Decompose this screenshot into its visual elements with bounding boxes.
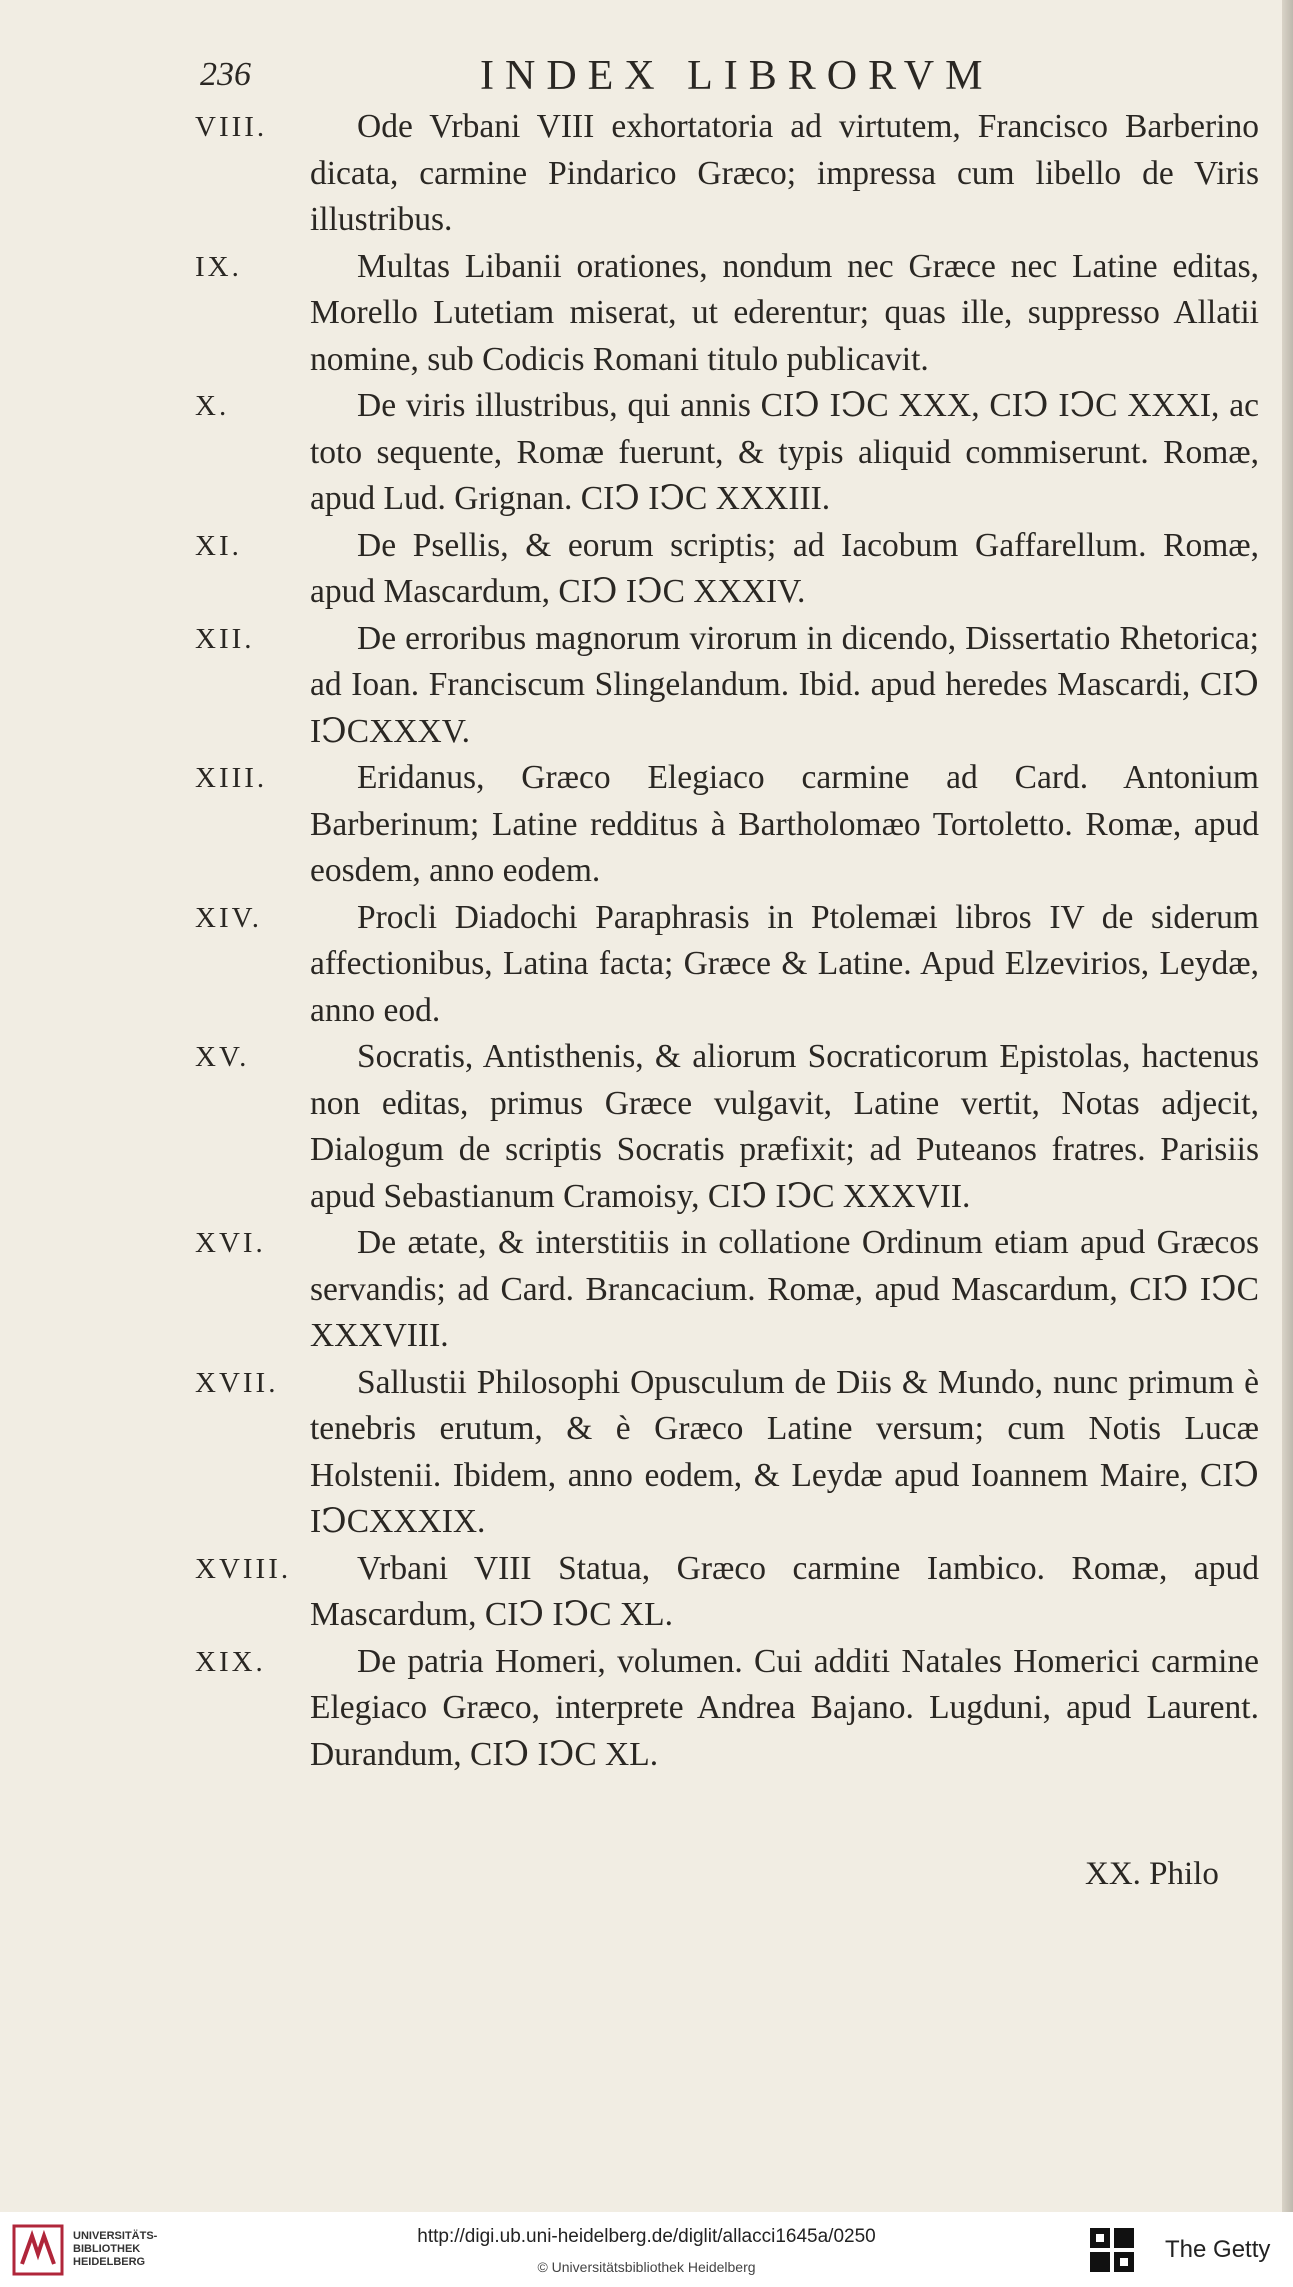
catchword: XX. Philo xyxy=(1085,1856,1219,1892)
entry-text: Eridanus, Græco Elegiaco carmine ad Card. Antonium Barberinum; Latine redditus à Bartholomæo Tortoletto. Romæ, apud eosdem, anno eodem. xyxy=(310,759,1259,889)
entry-text: Multas Libanii orationes, nondum nec Græce nec Latine editas, Morello Lutetiam miserat, ut ederentur; quas ille, suppresso Allatii nomine, sub Codicis Romani titulo publicavit. xyxy=(310,247,1259,378)
index-entry xyxy=(0,244,1282,384)
entry-numeral: XI. xyxy=(195,529,242,562)
entry-text: Procli Diadochi Paraphrasis in Ptolemæi libros IV de siderum affectionibus, Latina facta; Græce & Latine. Apud Elzevirios, Leydæ, anno eod. xyxy=(310,898,1259,1029)
page-edge xyxy=(1282,0,1293,2212)
copyright-notice: © Universitätsbibliothek Heidelberg xyxy=(537,2259,756,2275)
entry-numeral: XV. xyxy=(195,1041,250,1073)
permalink[interactable]: http://digi.ub.uni-heidelberg.de/diglit/allacci1645a/0250 xyxy=(417,2226,876,2247)
index-entry xyxy=(0,383,1282,523)
viewer-footer xyxy=(0,2212,1293,2287)
entry-text: De patria Homeri, volumen. Cui additi Natales Homerici carmine Elegiaco Græco, interprete Andrea Bajano. Lugduni, apud Laurent. Durandum, CIↃ IↃC XL. xyxy=(310,1642,1259,1773)
partner-name: The Getty xyxy=(1165,2236,1271,2263)
index-entry xyxy=(0,1220,1282,1360)
entry-numeral: VIII. xyxy=(195,111,268,143)
index-entry xyxy=(0,616,1282,756)
index-entry xyxy=(0,895,1282,1035)
entry-numeral: XIII. xyxy=(195,762,268,794)
page-number: 236 xyxy=(200,56,251,93)
running-head: INDEX LIBRORVM xyxy=(480,53,994,99)
index-entry xyxy=(0,755,1282,895)
index-entry xyxy=(0,104,1282,244)
index-entry xyxy=(0,1546,1282,1639)
index-entry xyxy=(0,523,1282,616)
index-entry xyxy=(0,1639,1282,1779)
entry-numeral: XVIII. xyxy=(195,1552,292,1585)
index-entry xyxy=(0,1360,1282,1546)
entry-text: Sallustii Philosophi Opusculum de Diis & Mundo, nunc primum è tenebris erutum, & è Græco Latine versum; cum Notis Lucæ Holstenii. Ibidem, anno eodem, & Leydæ apud Ioannem Maire, CIↃ IↃCXXXIX. xyxy=(310,1363,1259,1540)
entry-text: Ode Vrbani VIII exhortatoria ad virtutem, Francisco Barberino dicata, carmine Pindarico Græco; impressa cum libello de Viris illustribus. xyxy=(310,108,1259,238)
entry-text: Vrbani VIII Statua, Græco carmine Iambico. Romæ, apud Mascardum, CIↃ IↃC XL. xyxy=(310,1549,1259,1633)
entry-numeral: XIX. xyxy=(195,1645,266,1678)
getty-logo-icon xyxy=(1090,2228,1134,2272)
entry-text: De erroribus magnorum virorum in dicendo, Dissertatio Rhetorica; ad Ioan. Franciscum Slingelandum. Ibid. apud heredes Mascardi, CIↃ IↃCXXXV. xyxy=(310,619,1259,750)
entry-numeral: XIV. xyxy=(195,901,263,934)
index-entry xyxy=(0,1034,1282,1220)
entry-text: De viris illustribus, qui annis CIↃ IↃC XXX, CIↃ IↃC XXXI, ac toto sequente, Romæ fuerunt, & typis aliquid commiserunt. Romæ, apud Lud. Grignan. CIↃ IↃC XXXIII. xyxy=(310,387,1259,517)
entry-text: De Psellis, & eorum scriptis; ad Iacobum Gaffarellum. Romæ, apud Mascardum, CIↃ IↃC XXXIV. xyxy=(310,526,1259,610)
entry-text: De ætate, & interstitiis in collatione Ordinum etiam apud Græcos servandis; ad Card. Brancacium. Romæ, apud Mascardum, CIↃ IↃC XXXVIII. xyxy=(310,1224,1259,1354)
entry-numeral: X. xyxy=(195,390,230,422)
entry-numeral: XVII. xyxy=(195,1366,279,1399)
index-entries xyxy=(0,104,1282,1778)
entry-numeral: XVI. xyxy=(195,1227,266,1259)
entry-numeral: IX. xyxy=(195,250,242,283)
institution-name: UNIVERSITÄTS-BIBLIOTHEK HEIDELBERG xyxy=(73,2230,158,2268)
entry-numeral: XII. xyxy=(195,622,255,655)
page-header xyxy=(200,52,1100,112)
entry-text: Socratis, Antisthenis, & aliorum Socraticorum Epistolas, hactenus non editas, primus Græce vulgavit, Latine vertit, Notas adjecit, Dialogum de scriptis Socratis præfixit; ad Puteanos fratres. Parisiis apud Sebastianum Cramoisy, CIↃ IↃC XXXVII. xyxy=(310,1038,1259,1215)
